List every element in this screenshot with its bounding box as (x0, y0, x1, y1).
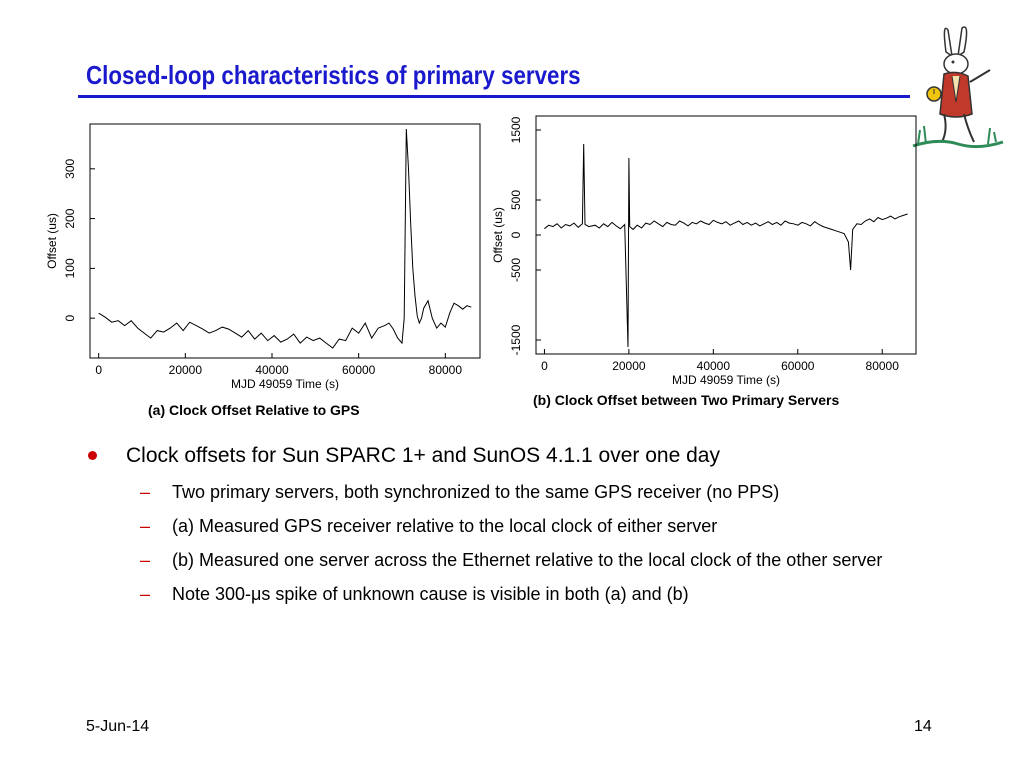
x-tick-label: 0 (541, 359, 548, 373)
chart-a (45, 118, 488, 398)
chart-b-caption: (b) Clock Offset between Two Primary Servers (533, 392, 840, 408)
plot-frame (536, 116, 916, 354)
y-tick-label: -1500 (509, 324, 523, 356)
y-tick-label: 300 (63, 158, 77, 179)
page-number: 14 (914, 718, 932, 735)
x-tick-label: 60000 (781, 359, 815, 373)
sub-bullet (88, 480, 918, 504)
sub-bullet-text: (a) Measured GPS receiver relative to the local clock of either server (172, 516, 718, 536)
x-axis-label: MJD 49059 Time (s) (230, 377, 340, 391)
y-axis-label: Offset (us) (491, 207, 505, 263)
sub-bullet (88, 514, 918, 538)
y-tick-label: 500 (509, 189, 523, 211)
x-tick-label: 80000 (428, 363, 463, 377)
sub-bullet (88, 548, 918, 572)
footer-date: 5-Jun-14 (86, 718, 150, 735)
y-tick-label: -500 (509, 257, 523, 283)
sub-bullet-text: (b) Measured one server across the Ethernet relative to the local clock of the other server (172, 550, 883, 570)
bullet-main-text: Clock offsets for Sun SPARC 1+ and SunOS 4.1.1 over one day (126, 444, 720, 467)
sub-bullet (88, 582, 918, 606)
x-tick-label: 40000 (696, 359, 731, 373)
dash-icon: – (140, 482, 151, 502)
bullet-main (88, 444, 918, 468)
bullet-dot-icon (88, 451, 97, 460)
title-underline (78, 95, 910, 98)
x-tick-label: 80000 (865, 359, 899, 373)
series-line (544, 144, 907, 347)
x-tick-label: 0 (95, 363, 103, 377)
x-tick-label: 20000 (612, 359, 646, 373)
dash-icon: – (140, 550, 151, 570)
dash-icon: – (140, 584, 151, 604)
slide-title: Closed-loop characteristics of primary servers (86, 60, 581, 90)
dash-icon: – (140, 516, 151, 536)
sub-bullet-text: Two primary servers, both synchronized to the same GPS receiver (no PPS) (172, 482, 780, 502)
y-tick-label: 0 (63, 314, 77, 322)
series-line (99, 129, 472, 348)
y-tick-label: 0 (509, 231, 523, 239)
sub-bullet-text: Note 300-μs spike of unknown cause is visible in both (a) and (b) (172, 584, 689, 604)
x-tick-label: 20000 (168, 363, 203, 377)
chart-b (490, 104, 930, 394)
y-tick-label: 200 (63, 208, 77, 229)
x-tick-label: 60000 (341, 363, 376, 377)
chart-a-caption: (a) Clock Offset Relative to GPS (148, 402, 360, 418)
plot-frame (90, 124, 480, 358)
y-axis-label: Offset (us) (45, 213, 59, 269)
y-tick-label: 100 (63, 258, 77, 279)
x-tick-label: 40000 (255, 363, 289, 377)
bullet-list (88, 444, 918, 616)
x-axis-label: MJD 49059 Time (s) (671, 373, 781, 387)
y-tick-label: 1500 (509, 116, 523, 144)
